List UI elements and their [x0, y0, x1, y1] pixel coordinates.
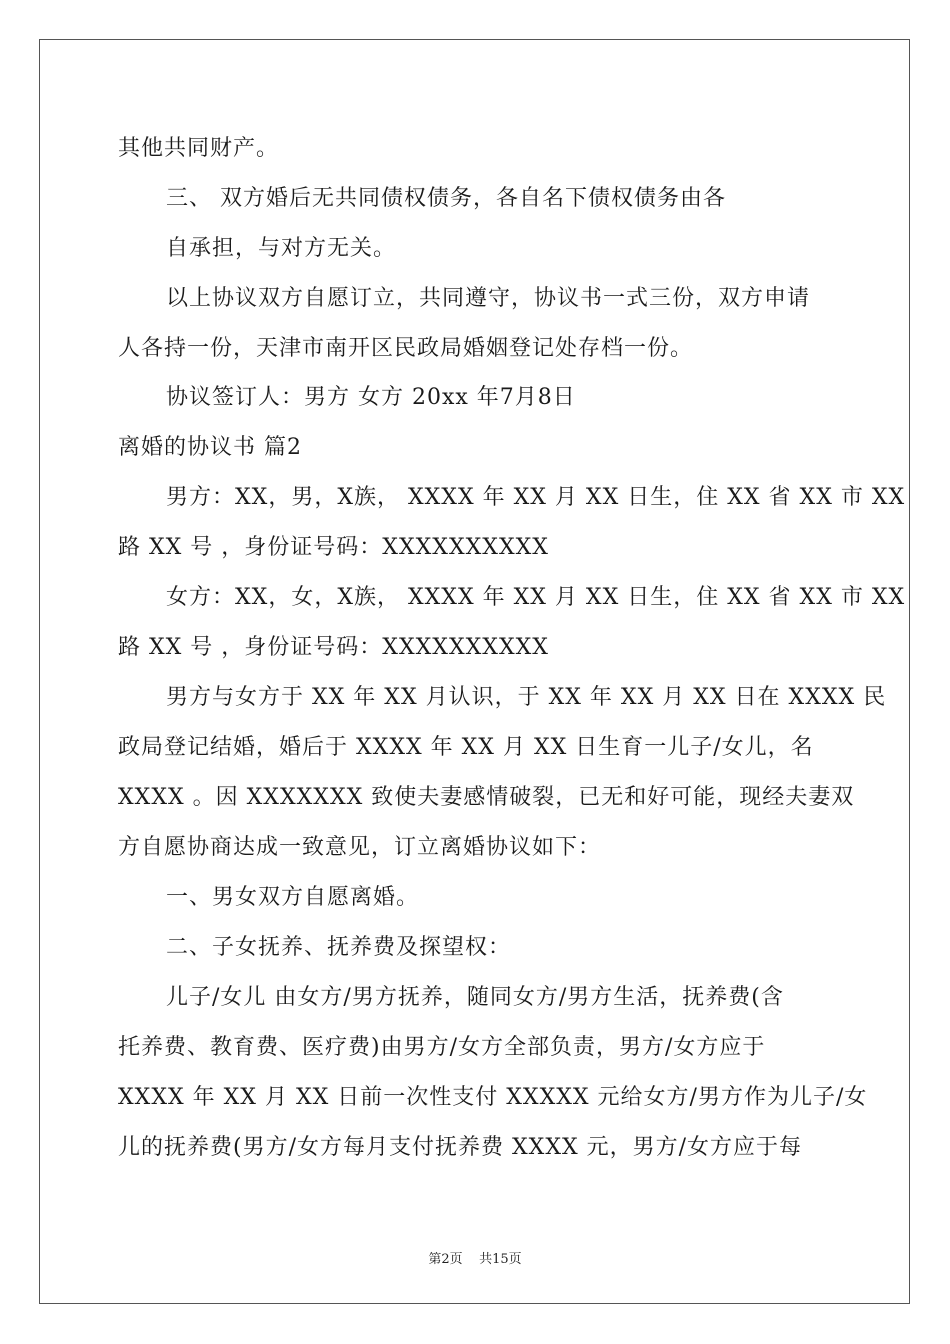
text-line: 儿子/女儿 由女方/男方抚养，随同女方/男方生活，抚养费(含 [166, 985, 784, 1010]
text-line: 一、男女双方自愿离婚。 [166, 885, 420, 910]
text-line: 女方：XX，女，X族， XXXX 年 XX 月 XX 日生，住 XX 省 XX 市 XX [166, 585, 906, 610]
text-line: 路 XX 号 ，身份证号码：XXXXXXXXXX [118, 535, 549, 560]
page-number-footer: 第2页 共15页 [428, 1252, 522, 1267]
text-line: 三、 双方婚后无共同债权债务，各自名下债权债务由各 [166, 186, 726, 211]
text-line: 以上协议双方自愿订立，共同遵守，协议书一式三份，双方申请 [166, 286, 811, 311]
text-line: 人各持一份，天津市南开区民政局婚姻登记处存档一份。 [118, 336, 694, 361]
text-line: 儿的抚养费(男方/女方每月支付抚养费 XXXX 元，男方/女方应于每 [118, 1135, 803, 1160]
text-line: 自承担，与对方无关。 [166, 236, 397, 261]
text-line: XXXX 年 XX 月 XX 日前一次性支付 XXXXX 元给女方/男方作为儿子/女 [118, 1085, 868, 1110]
text-line: 协议签订人：男方 女方 20xx 年7月8日 [166, 385, 576, 410]
text-line: 男方与女方于 XX 年 XX 月认识，于 XX 年 XX 月 XX 日在 XXXX 民 [166, 685, 887, 710]
text-line: 方自愿协商达成一致意见，订立离婚协议如下： [118, 835, 602, 860]
text-line: 政局登记结婚，婚后于 XXXX 年 XX 月 XX 日生育一儿子/女儿，名 [118, 735, 814, 760]
section-heading: 离婚的协议书 篇2 [118, 435, 302, 460]
text-line: 其他共同财产。 [118, 136, 280, 161]
text-line: 二、子女抚养、抚养费及探望权： [166, 935, 512, 960]
page-border [39, 39, 910, 1304]
text-line: 托养费、教育费、医疗费)由男方/女方全部负责，男方/女方应于 [118, 1035, 766, 1060]
text-line: XXXX 。因 XXXXXXX 致使夫妻感情破裂，已无和好可能，现经夫妻双 [118, 785, 855, 810]
text-line: 路 XX 号 ，身份证号码：XXXXXXXXXX [118, 635, 549, 660]
text-line: 男方：XX，男，X族， XXXX 年 XX 月 XX 日生，住 XX 省 XX 市 XX [166, 485, 906, 510]
